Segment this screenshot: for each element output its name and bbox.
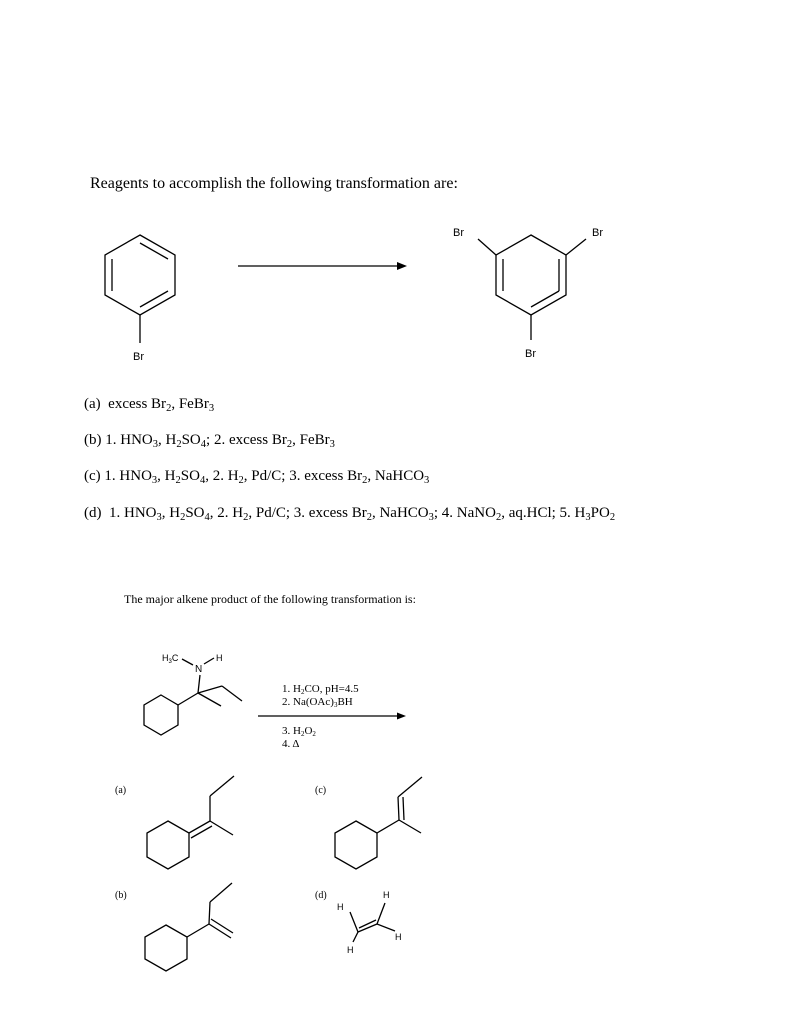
subscript: 3	[329, 439, 335, 451]
subscript: 4	[204, 512, 210, 524]
formula-text: , H	[158, 432, 177, 448]
option-letter: (b)	[84, 432, 102, 448]
subscript: 3	[424, 475, 430, 487]
question-2-reaction-scheme	[0, 640, 793, 980]
formula-text: 1. HNO	[105, 432, 153, 448]
option-text	[104, 468, 430, 487]
formula-text: 1. HNO	[104, 468, 152, 484]
subscript: 3	[152, 439, 158, 451]
reaction-conditions	[258, 683, 406, 750]
option-text	[108, 396, 215, 415]
subscript: 2	[238, 475, 244, 487]
bromobenzene-structure	[105, 235, 175, 363]
option-d[interactable]	[84, 505, 615, 522]
methyl-label: $H_3C$	[162, 653, 179, 665]
option-letter: (c)	[84, 468, 101, 484]
option-text	[105, 432, 335, 451]
choice-c-label: (c)	[315, 785, 327, 796]
formula-text: , NaHCO	[371, 505, 429, 521]
subscript: 3	[208, 403, 215, 415]
product-br-label-right: Br	[592, 227, 603, 239]
formula-text: , H	[157, 468, 176, 484]
formula-text: 1. HNO	[109, 505, 157, 521]
question-2-prompt: The major alkene product of the following transformation is:	[124, 592, 416, 606]
n-hydrogen-label: H	[216, 653, 223, 663]
formula-text: , 2. H	[209, 505, 244, 521]
condition-step-3: 3. H2O2	[282, 725, 316, 738]
formula-text: , H	[161, 505, 181, 521]
formula-text: , aq.HCl; 5. H	[501, 505, 586, 521]
formula-text: SO	[181, 432, 201, 448]
product-br-label-bottom: Br	[525, 348, 536, 360]
choice-a-structure[interactable]	[115, 776, 234, 869]
subscript: 3	[585, 512, 591, 524]
subscript: 2	[609, 512, 616, 524]
hydrogen-label-4: H	[347, 945, 354, 955]
subscript: 2	[243, 512, 249, 524]
subscript: 2	[362, 475, 368, 487]
choice-b-label: (b)	[115, 890, 127, 901]
choice-b-structure[interactable]	[115, 883, 233, 971]
subscript: 2	[180, 512, 186, 524]
nitrogen-label: N	[195, 664, 203, 675]
option-letter: (d)	[84, 505, 102, 521]
option-text	[109, 505, 616, 524]
formula-text: , NaHCO	[367, 468, 425, 484]
hydrogen-label-2: H	[395, 932, 402, 942]
choice-d-label: (d)	[315, 890, 327, 901]
subscript: 4	[199, 475, 206, 487]
subscript: 2	[176, 439, 182, 451]
formula-text: , 2. H	[205, 468, 239, 484]
formula-text: SO	[185, 505, 205, 521]
choice-a-label: (a)	[115, 785, 127, 796]
subscript: 4	[200, 439, 207, 451]
subscript: 3	[151, 475, 158, 487]
subscript: 2	[495, 512, 502, 524]
question-1-reaction-scheme	[0, 215, 793, 365]
subscript: 2	[166, 403, 172, 415]
subscript: 3	[156, 512, 162, 524]
formula-text: , Pd/C; 3. excess Br	[248, 505, 367, 521]
option-c[interactable]	[84, 468, 429, 485]
option-a[interactable]	[84, 396, 214, 413]
subscript: 2	[286, 439, 293, 451]
formula-text: , Pd/C; 3. excess Br	[243, 468, 363, 484]
formula-text: ; 2. excess Br	[206, 432, 287, 448]
option-letter: (a)	[84, 396, 101, 412]
tribromobenzene-structure	[453, 227, 603, 360]
reaction-arrow	[238, 262, 407, 270]
formula-text: excess Br	[108, 396, 167, 412]
hydrogen-label-3: H	[337, 902, 344, 912]
formula-text: SO	[180, 468, 200, 484]
formula-text: ; 4. NaNO	[433, 505, 496, 521]
condition-step-1: 1. H2CO, pH=4.5	[282, 683, 359, 696]
formula-text: , FeBr	[292, 432, 330, 448]
formula-text: , FeBr	[171, 396, 209, 412]
option-b[interactable]	[84, 432, 335, 449]
subscript: 3	[428, 512, 434, 524]
subscript: 2	[366, 512, 372, 524]
choice-d-structure[interactable]	[315, 890, 402, 955]
subscript: 2	[175, 475, 181, 487]
hydrogen-label-1: H	[383, 890, 390, 900]
product-br-label-left: Br	[453, 227, 464, 239]
reactant-br-label: Br	[133, 351, 144, 363]
choice-c-structure[interactable]	[315, 777, 422, 869]
condition-step-2: 2. Na(OAc)3BH	[282, 696, 353, 709]
question-1-prompt: Reagents to accomplish the following transformation are:	[90, 175, 458, 192]
starting-amine-structure	[144, 653, 242, 735]
formula-text: PO	[590, 505, 610, 521]
condition-step-4: 4. Δ	[282, 738, 300, 750]
